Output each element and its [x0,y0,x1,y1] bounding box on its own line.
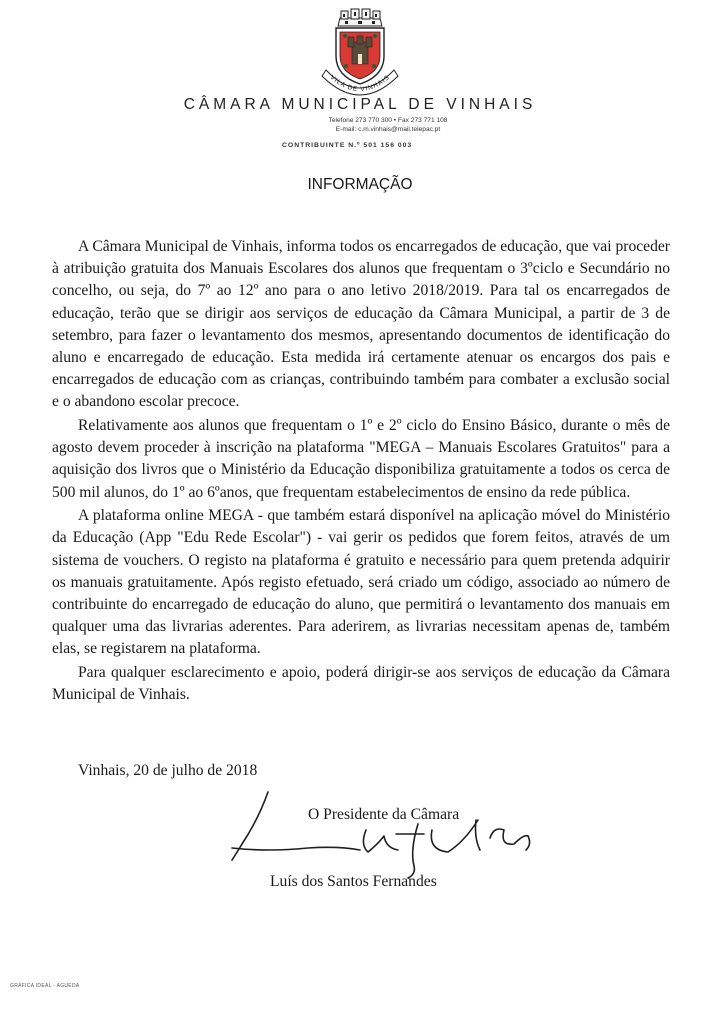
coat-of-arms-icon [312,6,408,98]
phone-fax: Telefone 273 770 300 • Fax 273 771 108 [328,117,448,124]
email: E-mail: c.m.vinhais@mail.telepac.pt [335,126,441,133]
contact-block [288,116,488,134]
paragraph: A Câmara Municipal de Vinhais, informa todos os encarregados de educação, que vai proceder à atribuição gratuita dos Manuais Escolares dos alunos que frequentam o 3ºciclo e Secundário no concelho, ou seja, do 7º ao 12º ano para o ano letivo 2018/2019. Para tal os encarregados de educação, terão que se dirigir aos serviços de educação da Câmara Municipal, a partir de 3 de setembro, para fazer o levantamento dos mesmos, apresentando documentos de identificação do aluno e encarregado de educação. Esta medida irá certamente atenuar os encargos dos pais e encarregados de educação com as crianças, contribuindo também para combater a exclusão social e o abandono escolar precoce. [52,238,670,411]
organization-name: CÂMARA MUNICIPAL DE VINHAIS [183,96,537,113]
crest-motto: VILA DE VINHAIS [328,73,392,94]
place-date: Vinhais, 20 de julho de 2018 [78,762,258,779]
paragraph: Relativamente aos alunos que frequentam o 1º e 2º ciclo do Ensino Básico, durante o mês de agosto devem proceder à inscrição na plataforma "MEGA – Manuais Escolares Gratuitos" para a aquisição dos livros que o Ministério da Educação disponibiliza gratuitamente a todos os cerca de 500 mil alunos, do 1º ao 6ºanos, que frequentam estabelecimentos de ensino da rede pública. [52,417,670,501]
body-text [52,236,670,708]
taxpayer-number: CONTRIBUINTE N.º 501 156 003 [282,142,413,149]
signatory-name: Luís dos Santos Fernandes [270,873,437,890]
signatory-role: O Presidente da Câmara [308,806,460,823]
document-title: INFORMAÇÃO [307,176,413,193]
signature-image [228,790,558,880]
paragraph: A plataforma online MEGA - que também estará disponível na aplicação móvel do Ministério da Educação (App "Edu Rede Escolar") - vai gerir os pedidos que forem feitos, através de um sistema de vouchers. O registo na plataforma é gratuito e necessário para quem pretenda adquirir os manuais gratuitamente. Após registo efetuado, será criado um código, associado ao número de contribuinte do encarregado de educação do aluno, que permitirá o levantamento dos manuais em qualquer uma das livrarias aderentes. Para aderirem, as livrarias necessitam apenas de, também elas, se registarem na plataforma. [52,507,670,658]
print-credit: GRÁFICA IDEAL - AGUEDA [10,983,80,989]
paragraph: Para qualquer esclarecimento e apoio, poderá dirigir-se aos serviços de educação da Câmara Municipal de Vinhais. [52,664,670,704]
